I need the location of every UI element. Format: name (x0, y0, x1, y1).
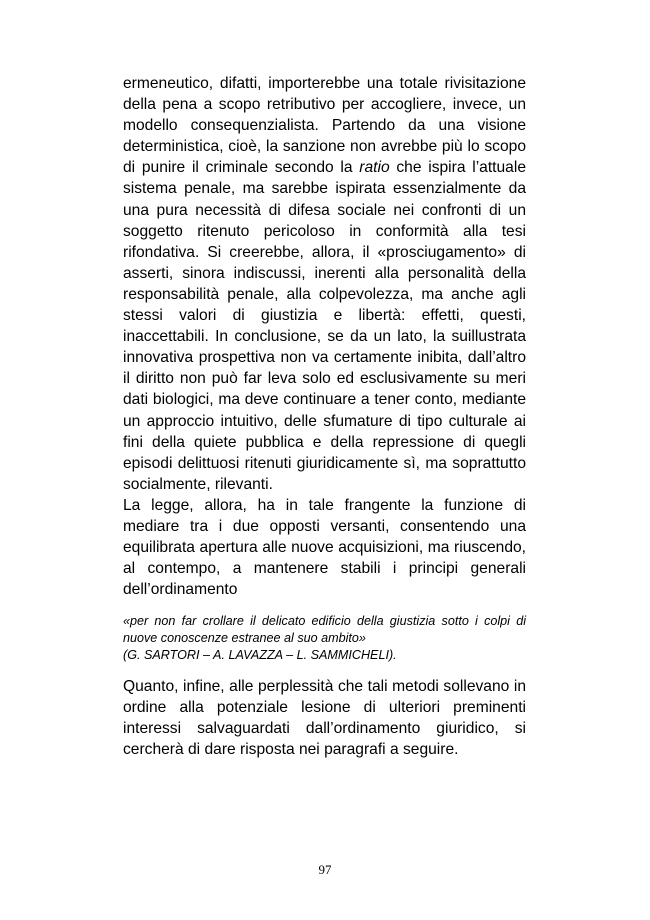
body-paragraph-2: La legge, allora, ha in tale frangente la funzione di mediare tra i due opposti versanti, consentendo una equilibrata apertura alle nuove acquisizioni, ma riuscendo, al contempo, a mantenere stabili i principi generali dell’ordinamento (123, 496, 526, 599)
paragraph-1-text-a: ermeneutico, difatti, importerebbe una totale rivisitazione della pena a scopo retributivo per accogliere, invece, un modello consequenzialista. Partendo da una visione deterministica, cioè, la sanzione non avrebbe più lo scopo di punire il criminale secondo la (123, 75, 526, 177)
paragraph-1-text-b: che ispira l’attuale sistema penale, ma sarebbe ispirata essenzialmente da una pura necessità di difesa sociale nei confronti di un soggetto ritenuto pericoloso in conformità alla tesi rifondativa. Si creerebbe, allora, il «prosciugamento» di asserti, sinora indiscussi, inerenti alla personalità della responsabilità penale, alla colpevolezza, ma anche agli stessi valori di giustizia e libertà: effetti, questi, inaccettabili. In conclusione, se da un lato, la suillustrata innovativa prospettiva non va certamente inibita, dall’altro il diritto non può far leva solo ed esclusivamente su meri dati biologici, ma deve continuare a tener conto, mediante un approccio intuitivo, delle sfumature di tipo culturale ai fini della quiete pubblica e della repressione di quegli episodi delittuosi ritenuti giuridicamente sì, ma soprattutto socialmente, rilevanti. (123, 159, 526, 493)
italic-term-ratio: ratio (359, 159, 390, 177)
body-paragraph-1 (123, 73, 526, 495)
quote-citation: (G. SARTORI – A. LAVAZZA – L. SAMMICHELI). (123, 647, 397, 662)
page-body (123, 73, 526, 760)
block-quote (123, 613, 526, 663)
body-paragraph-3: Quanto, infine, alle perplessità che tali metodi sollevano in ordine alla potenziale lesione di ulteriori preminenti interessi salvaguardati dall’ordinamento giuridico, si cercherà di dare risposta nei paragrafi a seguire. (123, 677, 526, 759)
quote-text: «per non far crollare il delicato edificio della giustizia sotto i colpi di nuove conoscenze estranee al suo ambito» (123, 614, 526, 646)
page-number: 97 (318, 862, 332, 877)
